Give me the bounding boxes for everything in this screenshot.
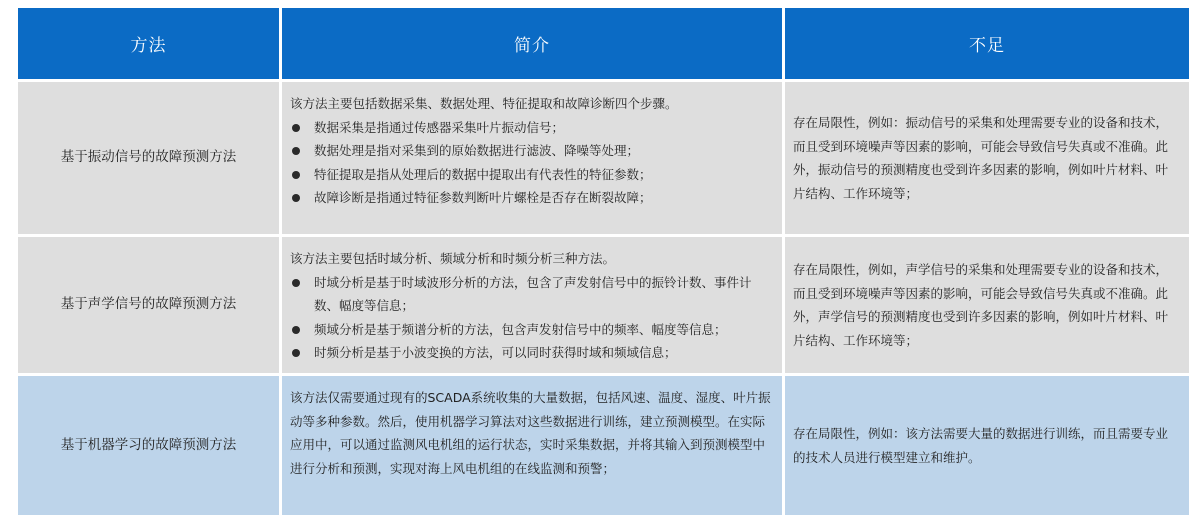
row3-intro-text: 该方法仅需要通过现有的SCADA系统收集的大量数据，包括风速、温度、湿度、叶片振动等多种参数。然后，使用机器学习算法对这些数据进行训练，建立预测模型。在实际应用中，可以通过监测风电机组的运行状态，实时采集数据，并将其输入到预测模型中进行分析和预测，实现对海上风电机组的在线监测和预警；	[290, 390, 771, 476]
list-item: 故障诊断是指通过特征参数判断叶片螺栓是否存在断裂故障；	[290, 186, 774, 210]
row1-method: 基于振动信号的故障预测方法	[18, 82, 279, 234]
row1-shortcoming	[785, 82, 1189, 234]
row1-bullet-list	[290, 116, 774, 210]
row1-shortcoming-text: 存在局限性，例如：振动信号的采集和处理需要专业的设备和技术，而且受到环境噪声等因素的影响，可能会导致信号失真或不准确。此外，振动信号的预测精度也受到许多因素的影响，例如叶片材料、叶片结构、工作环境等；	[793, 115, 1169, 201]
list-item: 频域分析是基于频谱分析的方法，包含声发射信号中的频率、幅度等信息；	[290, 318, 774, 342]
header-shortcoming: 不足	[785, 8, 1189, 79]
row2-shortcoming-text: 存在局限性，例如，声学信号的采集和处理需要专业的设备和技术，而且受到环境噪声等因素的影响，可能会导致信号失真或不准确。此外，声学信号的预测精度也受到许多因素的影响，例如叶片材料、叶片结构、工作环境等；	[793, 262, 1169, 348]
row2-bullet-list	[290, 271, 774, 365]
list-item: 特征提取是指从处理后的数据中提取出有代表性的特征参数；	[290, 163, 774, 187]
row2-method: 基于声学信号的故障预测方法	[18, 237, 279, 373]
row2-intro	[282, 237, 782, 373]
row2-intro-lead: 该方法主要包括时域分析、频域分析和时频分析三种方法。	[290, 251, 616, 266]
header-intro: 简介	[282, 8, 782, 79]
row2-shortcoming	[785, 237, 1189, 373]
row1-intro-lead: 该方法主要包括数据采集、数据处理、特征提取和故障诊断四个步骤。	[290, 96, 678, 111]
row3-shortcoming-text: 存在局限性，例如：该方法需要大量的数据进行训练，而且需要专业的技术人员进行模型建立和维护。	[793, 426, 1169, 465]
row1-intro	[282, 82, 782, 234]
list-item: 时频分析是基于小波变换的方法，可以同时获得时域和频域信息；	[290, 341, 774, 365]
list-item: 数据处理是指对采集到的原始数据进行滤波、降噪等处理；	[290, 139, 774, 163]
row3-shortcoming	[785, 376, 1189, 515]
comparison-table	[18, 8, 1189, 515]
list-item: 时域分析是基于时域波形分析的方法，包含了声发射信号中的振铃计数、事件计数、幅度等信息；	[290, 271, 774, 318]
list-item: 数据采集是指通过传感器采集叶片振动信号；	[290, 116, 774, 140]
row3-intro	[282, 376, 782, 515]
header-method: 方法	[18, 8, 279, 79]
row3-method: 基于机器学习的故障预测方法	[18, 376, 279, 515]
